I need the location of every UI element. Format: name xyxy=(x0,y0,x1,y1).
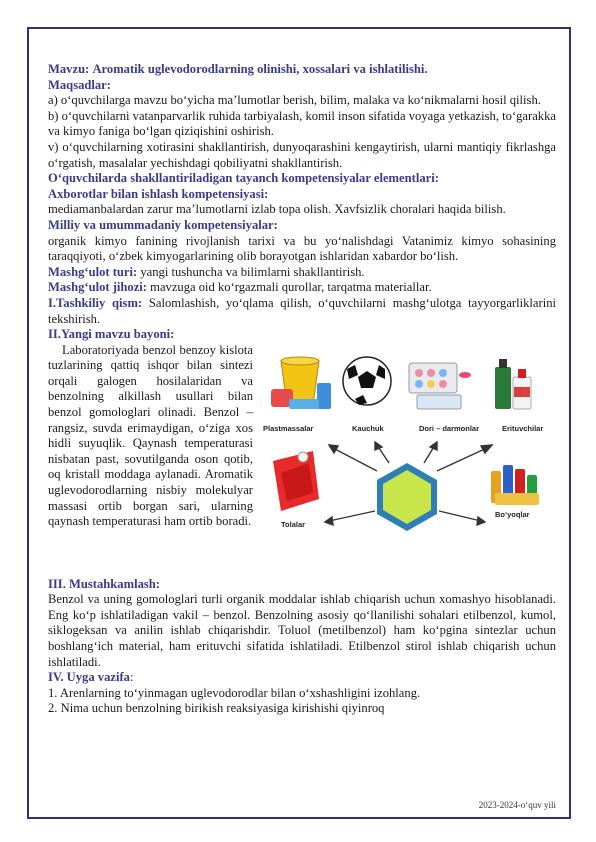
benzene-uses-diagram xyxy=(259,343,556,577)
lesson-plan xyxy=(48,62,556,717)
new-topic-section xyxy=(48,343,556,577)
paints-label: Bo‘yoqlar xyxy=(495,509,530,519)
homework-heading: IV. Uyga vazifa xyxy=(48,670,130,685)
lesson-equipment-label: Mashg‘ulot jihozi: xyxy=(48,280,147,295)
fabrics-label: Tolalar xyxy=(281,519,306,529)
fabrics-picture xyxy=(273,451,319,511)
plastics-label: Plastmassalar xyxy=(263,423,314,433)
solvents-label: Erituvchilar xyxy=(502,423,544,433)
homework-colon: : xyxy=(129,670,134,685)
lesson-equipment-text: mavzuga oid ko‘rgazmali qurollar, tarqatma materiallar. xyxy=(147,280,432,295)
lesson-type-text: yangi tushuncha va bilimlarni shakllantirish. xyxy=(137,264,365,279)
lesson-type xyxy=(48,265,556,281)
rubber-label: Kauchuk xyxy=(352,423,384,433)
rubber-ball-picture xyxy=(343,357,391,405)
organizational-part xyxy=(48,296,556,327)
homework-q2: 2. Nima uchun benzolning birikish reaksiyasiga kirishishi qiyinroq xyxy=(48,701,385,716)
consolidation-text: Benzol va uning gomologlari turli organik moddalar ishlab chiqarish uchun xomashyo hisoblanadi. Eng ko‘p ishlatiladigan vakil – benzol. Benzolning asosiy qo‘llanilishi sohalari etilbenzol, kumol, siklogeksan va anilin ishlab chiqarishdir. Toluol (metilbenzol) ham ko‘pgina sintezlar uchun boshlang‘ich material, ham erituvchi sifatida ishlatiladi. Etilbenzol stirol ishlab chiqarish uchun ishlatiladi. xyxy=(48,592,556,669)
topic-title: Aromatik uglevodorodlarning olinishi, xossalari va ishlatilishi. xyxy=(92,62,428,76)
national-competency-heading: Milliy va umummadaniy kompetensiyalar: xyxy=(48,217,278,232)
goals-heading: Maqsadlar: xyxy=(48,77,111,92)
national-competency-text: organik kimyo fanining rivojlanish tarixi va bu yo‘nalishdagi Vatanimiz kimyo sohasining taraqqiyoti, o‘zbek kimyogarlarining olib borayotgan ishlaridan xabardor bo‘lish. xyxy=(48,233,556,264)
goal-v: v) o‘quvchilarning xotirasini shakllantirish, dunyoqarashini kengaytirish, ularni mantiqiy fikrlashga o‘rgatish, masalalar yechishdagi qobiliyatni shakllantirish. xyxy=(48,139,556,170)
plastics-picture xyxy=(271,357,331,409)
goal-b: b) o‘quvchilarni vatanparvarlik ruhida tarbiyalash, komil inson sifatida voyaga yetkazish, to‘garakka va kimyo faniga bo‘lgan qiziqishini oshirish. xyxy=(48,108,556,139)
organizational-text: Salomlashish, yo‘qlama qilish, o‘quvchilarni mashg‘ulotga tayyorgarliklarini tekshirish. xyxy=(48,295,556,326)
competencies-heading: O‘quvchilarda shakllantiriladigan tayanch kompetensiyalar elementlari: xyxy=(48,171,439,186)
new-topic-text: Laboratoriyada benzol benzoy kislota tuzlarining qattiq ishqor bilan sintezi orqali galogen hosilalaridan va benzolning alkillash usullari bilan benzol gomologlari olinadi. Benzol – rangsiz, suvda erimaydigan, o‘ziga xos hidli suyuqlik. Qaynash temperaturasi nisbatan past, sovutilganda oson qotib, oq kristall moddaga aylanadi. Aromatik uglevodorodlarning nisbiy molekulyar massasi ortib borgan sari, ularning qaynash temperaturasi ham ortib boradi. xyxy=(48,342,253,529)
drugs-label: Dori – darmonlar xyxy=(419,423,480,433)
lesson-type-label: Mashg‘ulot turi: xyxy=(48,264,138,279)
benzene-hexagon xyxy=(377,463,437,531)
topic-line xyxy=(48,62,556,78)
organizational-label: I.Tashkiliy qism: xyxy=(48,295,143,310)
lesson-equipment xyxy=(48,280,556,296)
new-topic-heading: II.Yangi mavzu bayoni: xyxy=(48,327,175,342)
topic-label: Mavzu: xyxy=(48,62,90,76)
homework-heading-line xyxy=(48,670,556,686)
consolidation-heading: III. Mustahkamlash: xyxy=(48,576,160,591)
school-year-footer: 2023-2024-o‘quv yili xyxy=(478,800,556,810)
goal-a: a) o‘quvchilarga mavzu bo‘yicha ma’lumotlar berish, bilim, malaka va ko‘nikmalarni hosil qilish. xyxy=(48,93,541,108)
info-competency-text: mediamanbalardan zarur ma’lumotlarni izlab topa olish. Xavfsizlik choralari haqida bilish. xyxy=(48,202,506,217)
benzene-uses-svg xyxy=(259,343,556,577)
info-competency-heading: Axborotlar bilan ishlash kompetensiyasi: xyxy=(48,186,269,201)
solvents-picture xyxy=(495,359,531,409)
paints-picture xyxy=(491,465,539,505)
homework-q1: 1. Arenlarning to‘yinmagan uglevodorodlar bilan o‘xshashligini izohlang. xyxy=(48,685,421,700)
drugs-picture xyxy=(409,363,471,409)
